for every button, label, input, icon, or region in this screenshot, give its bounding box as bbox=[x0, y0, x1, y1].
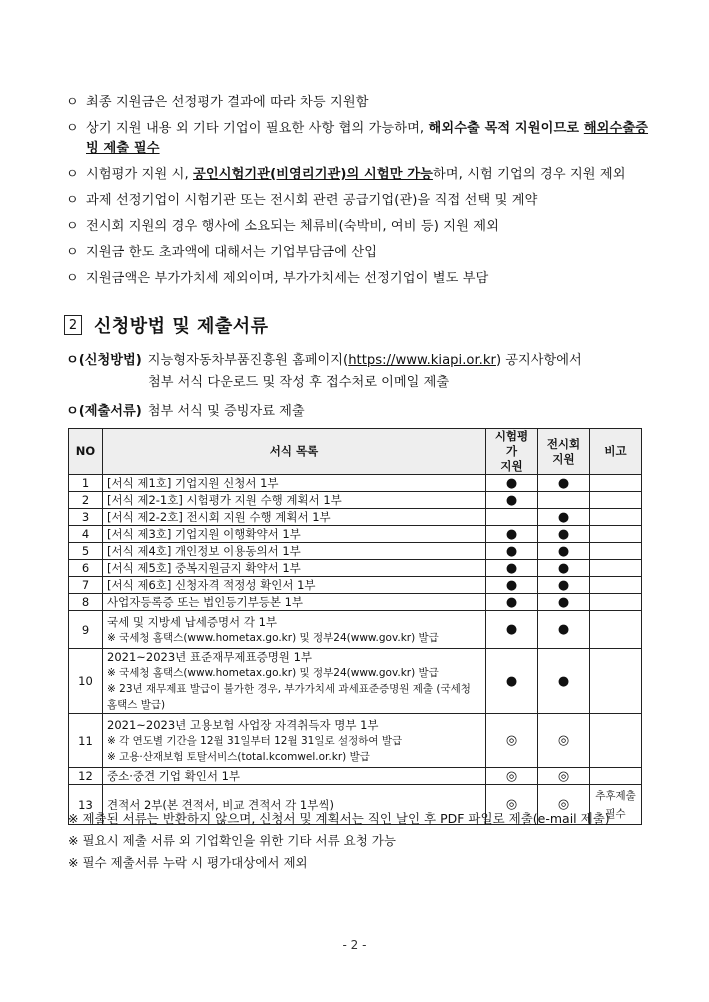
bullet-text: 시험평가 지원 시, 공인시험기관(비영리기관)의 시험만 가능하며, 시험 기업의 경우 지원 제외 bbox=[86, 167, 626, 182]
table-row bbox=[69, 577, 642, 594]
bullet-text: 상기 지원 내용 외 기타 기업이 필요한 사항 협의 가능하며, 해외수출 목적 지원이므로 해외수출증빙 제출 필수 bbox=[86, 121, 649, 156]
table-row bbox=[69, 526, 642, 543]
row-test-support-mark: ◎ bbox=[486, 785, 538, 825]
row-number: 7 bbox=[69, 577, 103, 594]
row-test-support-mark: ● bbox=[486, 543, 538, 560]
row-test-support-mark: ● bbox=[486, 492, 538, 509]
row-note bbox=[590, 543, 642, 560]
submission-label: ㅇ(제출서류) bbox=[66, 404, 142, 419]
header-note: 비고 bbox=[590, 429, 642, 475]
documents-table bbox=[68, 428, 642, 825]
row-exhibit-support-mark: ● bbox=[538, 526, 590, 543]
row-exhibit-support-mark: ● bbox=[538, 594, 590, 611]
row-document-name: 2021~2023년 고용보험 사업장 자격취득자 명부 1부 ※ 각 연도별 기간을 12월 31일부터 12월 31일로 설정하여 발급 ※ 고용·산재보험 토탈서비스(total.kcomwel.or.kr) 발급 bbox=[103, 714, 486, 768]
row-note bbox=[590, 714, 642, 768]
table-row bbox=[69, 649, 642, 714]
table-row bbox=[69, 509, 642, 526]
row-document-name: 사업자등록증 또는 법인등기부등본 1부 bbox=[103, 594, 486, 611]
row-test-support-mark: ● bbox=[486, 475, 538, 492]
section-number-box: 2 bbox=[64, 315, 82, 335]
row-note bbox=[590, 560, 642, 577]
submission-text: 첨부 서식 및 증빙자료 제출 bbox=[147, 404, 305, 419]
row-document-name: [서식 제2-1호] 시험평가 지원 수행 계획서 1부 bbox=[103, 492, 486, 509]
row-exhibit-support-mark: ● bbox=[538, 649, 590, 714]
section-heading bbox=[64, 312, 269, 338]
row-document-name: 국세 및 지방세 납세증명서 각 1부 ※ 국세청 홈택스(www.hometax.go.kr) 및 정부24(www.gov.kr) 발급 bbox=[103, 611, 486, 649]
section-title: 신청방법 및 제출서류 bbox=[94, 316, 269, 337]
method-text-pre: 지능형자동차부품진흥원 홈페이지( bbox=[147, 353, 349, 368]
list-item bbox=[66, 93, 656, 113]
table-row bbox=[69, 768, 642, 785]
application-method bbox=[66, 350, 656, 394]
header-form-list: 서식 목록 bbox=[103, 429, 486, 475]
footnote: ※ 필수 제출서류 누락 시 평가대상에서 제외 bbox=[68, 855, 308, 870]
application-method-text bbox=[148, 350, 582, 372]
row-number: 6 bbox=[69, 560, 103, 577]
list-item bbox=[66, 165, 656, 185]
bullet-mark: ㅇ bbox=[66, 219, 79, 234]
row-exhibit-support-mark: ● bbox=[538, 543, 590, 560]
bullet-mark: ㅇ bbox=[66, 193, 79, 208]
row-document-name: [서식 제2-2호] 전시회 지원 수행 계획서 1부 bbox=[103, 509, 486, 526]
bullet-text: 지원금액은 부가가치세 제외이며, 부가가치세는 선정기업이 별도 부담 bbox=[86, 271, 489, 286]
bullet-mark: ㅇ bbox=[66, 95, 79, 110]
row-test-support-mark: ◎ bbox=[486, 714, 538, 768]
table-row bbox=[69, 611, 642, 649]
row-note bbox=[590, 509, 642, 526]
row-test-support-mark: ◎ bbox=[486, 768, 538, 785]
bullet-mark: ㅇ bbox=[66, 245, 79, 260]
table-row bbox=[69, 560, 642, 577]
row-number: 3 bbox=[69, 509, 103, 526]
row-exhibit-support-mark: ● bbox=[538, 611, 590, 649]
row-test-support-mark: ● bbox=[486, 611, 538, 649]
row-number: 13 bbox=[69, 785, 103, 825]
table-row bbox=[69, 714, 642, 768]
footnote: ※ 제출된 서류는 반환하지 않으며, 신청서 및 계획서는 직인 날인 후 PDF 파일로 제출(e-mail 제출) bbox=[68, 811, 610, 826]
row-number: 10 bbox=[69, 649, 103, 714]
table-row bbox=[69, 492, 642, 509]
row-document-name: [서식 제5호] 중복지원금지 확약서 1부 bbox=[103, 560, 486, 577]
row-note bbox=[590, 492, 642, 509]
list-item bbox=[66, 191, 656, 211]
row-document-name: 2021~2023년 표준재무제표증명원 1부 ※ 국세청 홈택스(www.hometax.go.kr) 및 정부24(www.gov.kr) 발급 ※ 23년 재무제표 발급이 불가한 경우, 부가가치세 과세표준증명원 제출 (국세청 홈택스 발급) bbox=[103, 649, 486, 714]
footnote: ※ 필요시 제출 서류 외 기업확인을 위한 기타 서류 요청 가능 bbox=[68, 833, 396, 848]
bullet-mark: ㅇ bbox=[66, 167, 79, 182]
row-number: 9 bbox=[69, 611, 103, 649]
list-item bbox=[66, 243, 656, 263]
bullet-mark: ㅇ bbox=[66, 121, 79, 136]
row-note bbox=[590, 526, 642, 543]
row-test-support-mark: ● bbox=[486, 526, 538, 543]
row-document-name: [서식 제3호] 기업지원 이행확약서 1부 bbox=[103, 526, 486, 543]
bullet-text: 최종 지원금은 선정평가 결과에 따라 차등 지원함 bbox=[86, 95, 369, 110]
row-exhibit-support-mark: ◎ bbox=[538, 785, 590, 825]
homepage-link[interactable]: https://www.kiapi.or.kr bbox=[348, 353, 496, 368]
row-document-name: [서식 제4호] 개인정보 이용동의서 1부 bbox=[103, 543, 486, 560]
table-row bbox=[69, 543, 642, 560]
row-note: 추후제출 필수 bbox=[590, 785, 642, 825]
row-test-support-mark: ● bbox=[486, 560, 538, 577]
page-number: - 2 - bbox=[342, 938, 367, 952]
row-document-name: 중소·중견 기업 확인서 1부 bbox=[103, 768, 486, 785]
row-number: 4 bbox=[69, 526, 103, 543]
bullet-text: 전시회 지원의 경우 행사에 소요되는 체류비(숙박비, 여비 등) 지원 제외 bbox=[86, 219, 499, 234]
row-test-support-mark: ● bbox=[486, 594, 538, 611]
row-number: 12 bbox=[69, 768, 103, 785]
row-exhibit-support-mark: ● bbox=[538, 509, 590, 526]
row-exhibit-support-mark: ● bbox=[538, 560, 590, 577]
footnotes bbox=[68, 808, 658, 874]
list-item bbox=[66, 119, 656, 159]
row-number: 2 bbox=[69, 492, 103, 509]
table-header-row bbox=[69, 429, 642, 475]
method-text-post: ) 공지사항에서 bbox=[495, 353, 582, 368]
row-exhibit-support-mark: ● bbox=[538, 475, 590, 492]
row-number: 11 bbox=[69, 714, 103, 768]
row-number: 8 bbox=[69, 594, 103, 611]
row-number: 5 bbox=[69, 543, 103, 560]
bullet-text: 지원금 한도 초과액에 대해서는 기업부담금에 산입 bbox=[86, 245, 378, 260]
row-document-name: [서식 제6호] 신청자격 적정성 확인서 1부 bbox=[103, 577, 486, 594]
header-test-support: 시험평가 지원 bbox=[486, 429, 538, 475]
table-row bbox=[69, 475, 642, 492]
row-note bbox=[590, 577, 642, 594]
bullet-text: 과제 선정기업이 시험기관 또는 전시회 관련 공급기업(관)을 직접 선택 및 계약 bbox=[86, 193, 538, 208]
header-no: NO bbox=[69, 429, 103, 475]
row-note bbox=[590, 649, 642, 714]
row-note bbox=[590, 594, 642, 611]
row-note bbox=[590, 768, 642, 785]
header-exhibit-support: 전시회 지원 bbox=[538, 429, 590, 475]
row-exhibit-support-mark: ● bbox=[538, 577, 590, 594]
support-conditions-list bbox=[66, 93, 656, 295]
row-test-support-mark: ● bbox=[486, 577, 538, 594]
table-row bbox=[69, 594, 642, 611]
row-number: 1 bbox=[69, 475, 103, 492]
row-test-support-mark: ● bbox=[486, 649, 538, 714]
list-item bbox=[66, 269, 656, 289]
row-test-support-mark bbox=[486, 509, 538, 526]
submission-documents bbox=[66, 400, 305, 419]
row-document-name: 견적서 2부(본 견적서, 비교 견적서 각 1부씩) bbox=[103, 785, 486, 825]
row-exhibit-support-mark: ◎ bbox=[538, 768, 590, 785]
list-item bbox=[66, 217, 656, 237]
row-document-name: [서식 제1호] 기업지원 신청서 1부 bbox=[103, 475, 486, 492]
row-exhibit-support-mark bbox=[538, 492, 590, 509]
row-note bbox=[590, 611, 642, 649]
application-method-line2: 첨부 서식 다운로드 및 작성 후 접수처로 이메일 제출 bbox=[148, 375, 450, 390]
bullet-mark: ㅇ bbox=[66, 271, 79, 286]
application-method-label: ㅇ(신청방법) bbox=[66, 353, 142, 368]
row-exhibit-support-mark: ◎ bbox=[538, 714, 590, 768]
row-note bbox=[590, 475, 642, 492]
